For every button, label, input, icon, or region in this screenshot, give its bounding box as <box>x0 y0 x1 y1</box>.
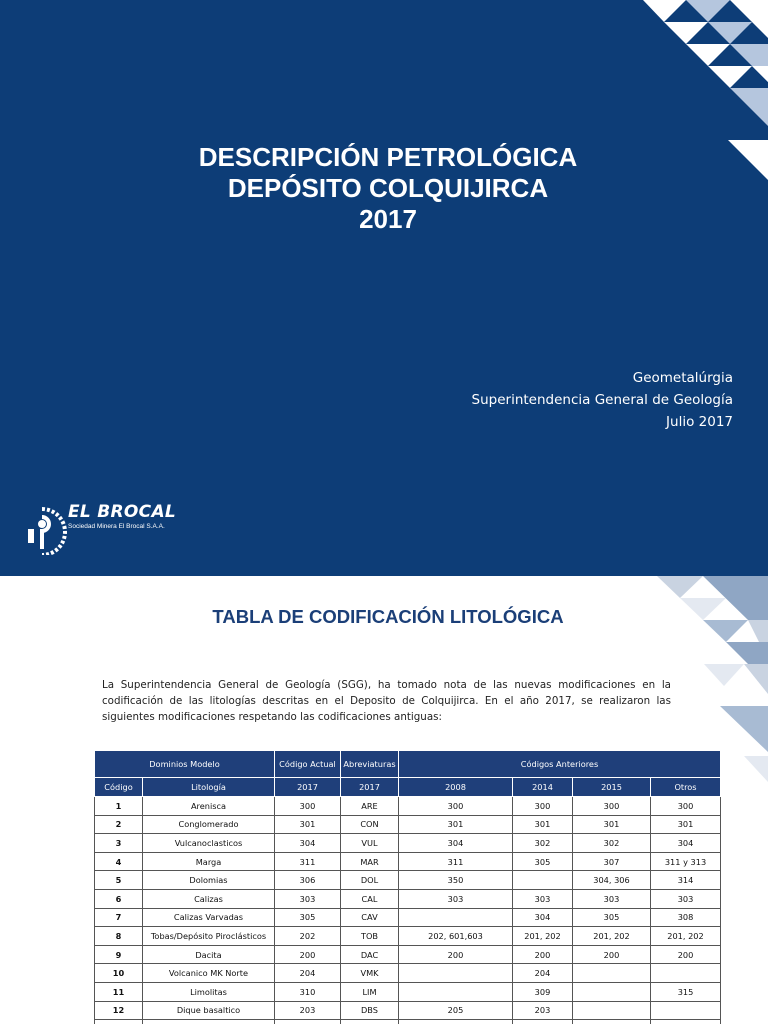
table-row <box>95 1020 721 1024</box>
table-cell <box>573 982 651 1001</box>
table-row <box>95 908 721 927</box>
table-row <box>95 871 721 890</box>
table-cell: 205 <box>399 1001 513 1020</box>
cover-title-line-1: DESCRIPCIÓN PETROLÓGICA <box>198 142 578 172</box>
table-cell: Tobas/Depósito Piroclásticos <box>143 927 275 946</box>
table-cell: 301 <box>651 815 721 834</box>
table-cell: 302 <box>513 834 573 853</box>
table-cell: 303 <box>651 889 721 908</box>
cover-division: Superintendencia General de Geología <box>471 392 733 408</box>
header-dominios-modelo: Dominios Modelo <box>95 751 275 778</box>
table-slide <box>0 576 768 1024</box>
table-cell: 303 <box>399 889 513 908</box>
cover-title-line-3: 2017 <box>359 204 417 234</box>
header-sub-cell: Otros <box>651 778 721 797</box>
table-cell: 200 <box>651 945 721 964</box>
table-cell: 200 <box>399 945 513 964</box>
header-sub-cell: Litología <box>143 778 275 797</box>
table-cell: 304 <box>275 834 341 853</box>
table-cell: 10 <box>95 964 143 983</box>
table-header-top <box>95 751 721 778</box>
table-cell: 4 <box>95 852 143 871</box>
table-cell: 8 <box>95 927 143 946</box>
cover-department: Geometalúrgia <box>632 370 733 386</box>
header-sub-cell: 2017 <box>341 778 399 797</box>
table-header-sub <box>95 778 721 797</box>
table-cell: 300 <box>651 797 721 816</box>
table-cell: 304, 306 <box>573 871 651 890</box>
table-cell <box>513 871 573 890</box>
table-cell: Dique basaltico <box>143 1001 275 1020</box>
table-cell: VUL <box>341 834 399 853</box>
table-cell: VMK <box>341 964 399 983</box>
table-cell: 5 <box>95 871 143 890</box>
table-cell: 305 <box>513 852 573 871</box>
table-cell: 301 <box>513 815 573 834</box>
table-cell: Calizas Varvadas <box>143 908 275 927</box>
table-cell: 300 <box>513 797 573 816</box>
table-cell: 203 <box>275 1001 341 1020</box>
table-cell <box>275 1020 341 1024</box>
table-cell: 305 <box>275 908 341 927</box>
table-cell <box>573 964 651 983</box>
table-cell: 304 <box>513 908 573 927</box>
table-cell: 301 <box>275 815 341 834</box>
table-cell: DOL <box>341 871 399 890</box>
table-cell: 9 <box>95 945 143 964</box>
table-cell: 300 <box>573 797 651 816</box>
table-cell: Marga <box>143 852 275 871</box>
table-cell: 350 <box>399 871 513 890</box>
table-cell <box>651 1020 721 1024</box>
table-cell: CON <box>341 815 399 834</box>
table-cell: 303 <box>275 889 341 908</box>
table-cell: LIM <box>341 982 399 1001</box>
table-row <box>95 852 721 871</box>
table-cell: 303 <box>573 889 651 908</box>
table-row <box>95 815 721 834</box>
table-row <box>95 964 721 983</box>
table-cell: 12 <box>95 1001 143 1020</box>
table-row <box>95 945 721 964</box>
table-cell: 306 <box>275 871 341 890</box>
table-cell: 301 <box>399 815 513 834</box>
table-cell: TOB <box>341 927 399 946</box>
table-cell: Vulcanoclasticos <box>143 834 275 853</box>
table-cell: 300 <box>399 797 513 816</box>
table-cell: 6 <box>95 889 143 908</box>
table-cell: Limolitas <box>143 982 275 1001</box>
header-codigos-anteriores: Códigos Anteriores <box>399 751 721 778</box>
header-sub-cell: 2017 <box>275 778 341 797</box>
table-cell: 315 <box>651 982 721 1001</box>
table-cell <box>399 908 513 927</box>
table-cell: CAV <box>341 908 399 927</box>
table-cell: 201, 202 <box>573 927 651 946</box>
table-cell: Dacita <box>143 945 275 964</box>
table-cell <box>651 1001 721 1020</box>
table-body <box>95 797 721 1024</box>
table-cell: Volcanico MK Norte <box>143 964 275 983</box>
table-cell: 3 <box>95 834 143 853</box>
table-cell: 308 <box>651 908 721 927</box>
table-cell: 201, 202 <box>651 927 721 946</box>
table-cell: 309 <box>513 982 573 1001</box>
table-row <box>95 889 721 908</box>
table-cell: 200 <box>275 945 341 964</box>
table-cell: 202, 601,603 <box>399 927 513 946</box>
table-cell <box>513 1020 573 1024</box>
cover-info <box>472 367 733 433</box>
table-slide-title: TABLA DE CODIFICACIÓN LITOLÓGICA <box>212 606 564 627</box>
table-cell: 204 <box>275 964 341 983</box>
header-sub-cell: 2008 <box>399 778 513 797</box>
table-cell: 311 y 313 <box>651 852 721 871</box>
table-cell <box>399 982 513 1001</box>
header-sub-cell: Código <box>95 778 143 797</box>
table-cell: 307 <box>573 852 651 871</box>
table-cell: 1 <box>95 797 143 816</box>
table-cell <box>399 964 513 983</box>
cover-date: Julio 2017 <box>666 414 733 430</box>
header-codigo-actual: Código Actual <box>275 751 341 778</box>
table-cell: 300 <box>275 797 341 816</box>
table-cell: 204 <box>513 964 573 983</box>
table-cell <box>399 1020 513 1024</box>
table-cell <box>573 1020 651 1024</box>
table-cell: DAC <box>341 945 399 964</box>
table-row <box>95 834 721 853</box>
table-cell: 310 <box>275 982 341 1001</box>
table-cell: 314 <box>651 871 721 890</box>
table-cell: 7 <box>95 908 143 927</box>
table-cell: Calizas <box>143 889 275 908</box>
table-cell: 302 <box>573 834 651 853</box>
table-cell: 301 <box>573 815 651 834</box>
table-cell: 311 <box>275 852 341 871</box>
table-cell: 304 <box>651 834 721 853</box>
header-sub-cell: 2015 <box>573 778 651 797</box>
table-cell: 202 <box>275 927 341 946</box>
table-cell: 303 <box>513 889 573 908</box>
cover-title <box>0 142 768 235</box>
table-cell: 305 <box>573 908 651 927</box>
table-row <box>95 797 721 816</box>
table-cell: 201, 202 <box>513 927 573 946</box>
table-row <box>95 1001 721 1020</box>
intro-paragraph: La Superintendencia General de Geología (SGG), ha tomado nota de las nuevas modificaciones en la codificación de las litologías descritas en el Deposito de Colquijirca. En el año 2017, se realizaron las siguientes modificaciones respetando las codificaciones antiguas: <box>102 679 671 723</box>
table-cell: ARE <box>341 797 399 816</box>
table-cell: Conglomerado <box>143 815 275 834</box>
table-cell: 200 <box>573 945 651 964</box>
cover-title-line-2: DEPÓSITO COLQUIJIRCA <box>227 173 549 203</box>
table-cell: 304 <box>399 834 513 853</box>
logo-name: EL BROCAL <box>68 502 177 522</box>
table-cell: 203 <box>513 1001 573 1020</box>
lithology-code-table <box>94 750 721 1024</box>
el-brocal-logo <box>24 502 184 555</box>
table-row <box>95 927 721 946</box>
table-cell <box>143 1020 275 1024</box>
table-cell <box>341 1020 399 1024</box>
table-cell: 2 <box>95 815 143 834</box>
table-cell: DBS <box>341 1001 399 1020</box>
table-cell: 11 <box>95 982 143 1001</box>
table-cell: Dolomias <box>143 871 275 890</box>
logo-gear-icon <box>24 505 68 555</box>
table-cell: CAL <box>341 889 399 908</box>
table-row <box>95 982 721 1001</box>
header-sub-cell: 2014 <box>513 778 573 797</box>
table-cell <box>573 1001 651 1020</box>
table-cell <box>95 1020 143 1024</box>
logo-subtitle: Sociedad Minera El Brocal S.A.A. <box>68 523 165 530</box>
header-abreviaturas: Abreviaturas <box>341 751 399 778</box>
table-cell: Arenisca <box>143 797 275 816</box>
table-cell: 200 <box>513 945 573 964</box>
table-cell <box>651 964 721 983</box>
table-cell: 311 <box>399 852 513 871</box>
table-cell: MAR <box>341 852 399 871</box>
